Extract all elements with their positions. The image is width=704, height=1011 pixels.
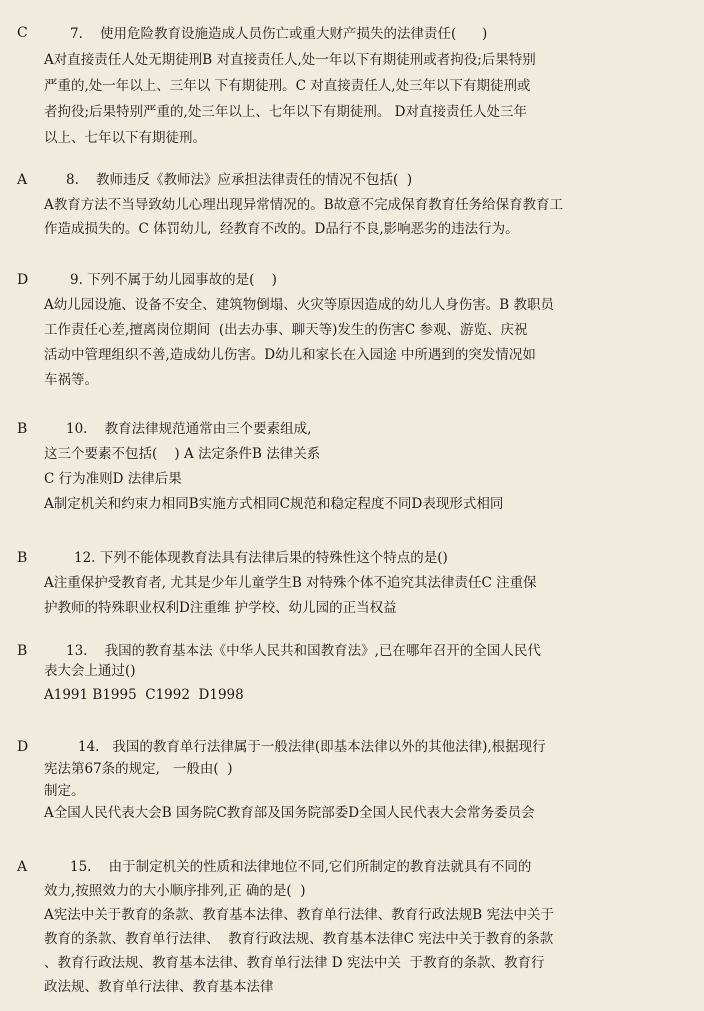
question-text-line: A全国人民代表大会B 国务院C教育部及国务院部委D全国人民代表大会常务委员会	[44, 805, 535, 821]
question-text-line: 政法规、教育单行法律、教育基本法律	[44, 979, 274, 995]
question-text-line: A制定机关和约束力相同B实施方式相同C规范和稳定程度不同D表现形式相同	[44, 496, 504, 512]
question-text-line: 效力,按照效力的大小顺序排列,正 确的是( )	[44, 883, 306, 899]
question-text-line: A幼儿园设施、设备不安全、建筑物倒塌、火灾等原因造成的幼儿人身伤害。B 教职员	[44, 297, 554, 313]
question-text-line: 车祸等。	[44, 372, 98, 388]
question-text-line: C 行为准则D 法律后果	[44, 471, 182, 487]
question-text-line: 这三个要素不包括( ) A 法定条件B 法律关系	[44, 446, 321, 462]
question-text-line: A宪法中关于教育的条款、教育基本法律、教育单行法律、教育行政法规B 宪法中关于	[44, 907, 554, 923]
question-stem: 15. 由于制定机关的性质和法律地位不同,它们所制定的教育法就具有不同的	[70, 859, 532, 875]
question-text-line: 、教育行政法规、教育基本法律、教育单行法律 D 宪法中关 于教育的条款、教育行	[44, 955, 545, 971]
question-text-line: A1991 B1995 C1992 D1998	[44, 687, 244, 703]
answer-label: A	[17, 859, 28, 875]
question-stem: 7. 使用危险教育设施造成人员伤亡或重大财产损失的法律责任( )	[70, 26, 488, 42]
question-text-line: 教育的条款、教育单行法律、 教育行政法规、教育基本法律C 宪法中关于教育的条款	[44, 931, 554, 947]
question-text-line: 者拘役;后果特别严重的,处三年以上、七年以下有期徒刑。 D对直接责任人处三年	[44, 104, 527, 120]
answer-label: C	[17, 25, 28, 41]
question-text-line: A注重保护受教育者, 尤其是少年儿童学生B 对特殊个体不追究其法律责任C 注重保	[44, 575, 537, 591]
question-stem: 8. 教师违反《教师法》应承担法律责任的情况不包括( )	[66, 172, 413, 188]
question-text-line: 活动中管理组织不善,造成幼儿伤害。D幼儿和家长在入园途 中所遇到的突发情况如	[44, 347, 536, 363]
question-text-line: 作造成损失的。C 体罚幼儿, 经教育不改的。D品行不良,影响恶劣的违法行为。	[44, 221, 519, 237]
question-text-line: 制定。	[44, 783, 85, 799]
question-text-line: 宪法第67条的规定, 一般由( )	[44, 761, 233, 777]
question-stem: 10. 教育法律规范通常由三个要素组成,	[66, 421, 312, 437]
question-text-line: 工作责任心差,擅离岗位期间 (出去办事、聊天等)发生的伤害C 参观、游览、庆祝	[44, 322, 528, 338]
answer-label: B	[17, 550, 28, 566]
question-stem: 13. 我国的教育基本法《中华人民共和国教育法》,已在哪年召开的全国人民代	[66, 643, 541, 659]
question-stem: 12. 下列不能体现教育法具有法律后果的特殊性这个特点的是()	[74, 550, 448, 566]
question-stem: 9. 下列不属于幼儿园事故的是( )	[70, 272, 277, 288]
question-text-line: A对直接责任人处无期徒刑B 对直接责任人,处一年以下有期徒刑或者拘役;后果特别	[44, 52, 536, 68]
question-stem: 14. 我国的教育单行法律属于一般法律(即基本法律以外的其他法律),根据现行	[78, 739, 546, 755]
answer-label: D	[17, 272, 29, 288]
question-text-line: 严重的,处一年以上、三年以 下有期徒刑。C 对直接责任人,处三年以下有期徒刑或	[44, 78, 531, 94]
answer-label: A	[17, 172, 28, 188]
answer-label: D	[17, 739, 29, 755]
question-text-line: A教育方法不当导致幼儿心理出现异常情况的。B故意不完成保育教育任务给保育教育工	[44, 197, 564, 213]
question-text-line: 以上、七年以下有期徒刑。	[44, 130, 206, 146]
question-text-line: 表大会上通过()	[44, 663, 136, 679]
answer-label: B	[17, 643, 28, 659]
question-text-line: 护教师的特殊职业权利D注重维 护学校、幼儿园的正当权益	[44, 600, 397, 616]
answer-label: B	[17, 421, 28, 437]
